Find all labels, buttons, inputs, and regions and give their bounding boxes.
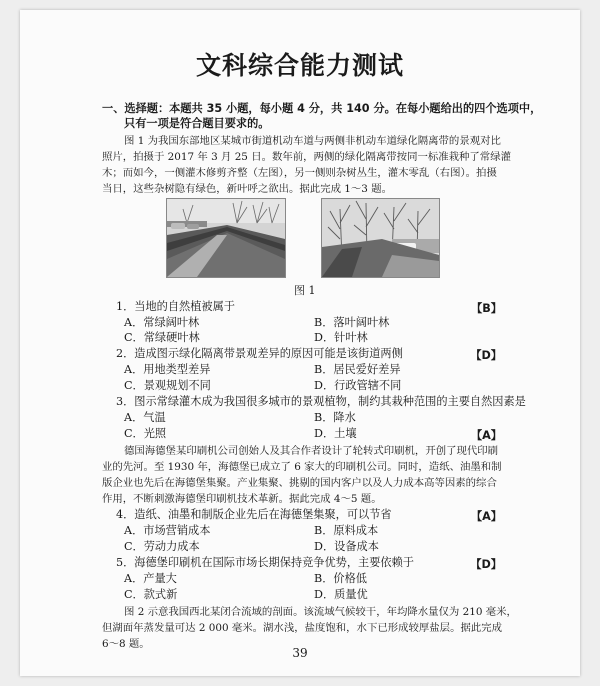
question-stem: 5．海德堡印刷机在国际市场长期保持竞争优势，主要依赖于 (116, 556, 414, 569)
option-a: A．用地类型差异 (124, 363, 211, 376)
intro1-line: 当日，这些杂树隐有绿色，新叶呼之欲出。据此完成 1～3 题。 (102, 183, 392, 195)
option-c: C．款式新 (124, 588, 178, 601)
question-stem: 1．当地的自然植被属于 (116, 300, 235, 313)
option-b: B．降水 (314, 411, 356, 424)
answer-badge: 【B】 (471, 302, 502, 315)
answer-badge: 【D】 (470, 349, 502, 362)
answer-badge: 【A】 (470, 510, 502, 523)
intro2-line: 业的先河。至 1930 年，海德堡已成立了 6 家大的印刷机公司。同时，造纸、油墨和制 (102, 461, 502, 473)
option-b: B．居民爱好差异 (314, 363, 401, 376)
option-b: B．原料成本 (314, 524, 379, 537)
intro3-line: 图 2 示意我国西北某闭合流域的剖面。该流域气候较干，年均降水量仅为 210 毫米， (124, 606, 517, 618)
option-d: D．行政管辖不同 (314, 379, 402, 392)
photo-left-trimmed-shrubs (166, 198, 286, 278)
intro1-line: 木；而如今，一侧灌木修剪齐整（左图），另一侧则杂树丛生，灌木零乱（右图）。拍摄 (102, 167, 497, 179)
intro1-line: 图 1 为我国东部地区某城市街道机动车道与两侧非机动车道绿化隔离带的景观对比 (124, 135, 501, 147)
exam-page (20, 10, 580, 676)
intro1-line: 照片，拍摄于 2017 年 3 月 25 日。数年前，两侧的绿化隔离带按同一标准栽种了常绿灌 (102, 151, 511, 163)
answer-badge: 【A】 (470, 429, 502, 442)
option-c: C．光照 (124, 427, 167, 440)
section-heading-cont: 只有一项是符合题目要求的。 (124, 117, 270, 130)
section-heading: 一、选择题：本题共 35 小题，每小题 4 分，共 140 分。在每小题给出的四个选项中， (102, 102, 542, 115)
option-d: D．设备成本 (314, 540, 379, 553)
option-a: A．常绿阔叶林 (124, 316, 200, 329)
option-c: C．劳动力成本 (124, 540, 200, 553)
photo-right-overgrown-shrubs (321, 198, 440, 278)
option-a: A．气温 (124, 411, 166, 424)
intro2-line: 德国海德堡某印刷机公司创始人及其合作者设计了轮转式印刷机，开创了现代印刷 (124, 445, 499, 457)
page-title: 文科综合能力测试 (195, 51, 404, 80)
question-stem: 3．图示常绿灌木成为我国很多城市的景观植物，制约其栽种范围的主要自然因素是 (116, 395, 526, 408)
option-a: A．市场营销成本 (124, 524, 211, 537)
option-d: D．质量优 (314, 588, 368, 601)
page-number: 39 (292, 646, 308, 660)
intro2-line: 版企业也先后在海德堡集聚。产业集聚、挑剔的国内客户以及人力成本高等因素的综合 (102, 477, 497, 489)
intro3-line: 但湖面年蒸发量可达 2 000 毫米。湖水浅，盐度饱和，水下已形成较厚盐层。据此完成 (102, 622, 503, 634)
figure-caption: 图 1 (294, 284, 316, 297)
option-d: D．土壤 (314, 427, 357, 440)
option-d: D．针叶林 (314, 331, 368, 344)
option-c: C．常绿硬叶林 (124, 331, 200, 344)
question-stem: 4．造纸、油墨和制版企业先后在海德堡集聚，可以节省 (116, 508, 392, 521)
option-b: B．落叶阔叶林 (314, 316, 390, 329)
option-b: B．价格低 (314, 572, 367, 585)
intro2-line: 作用，不断刺激海德堡印刷机技术革新。据此完成 4～5 题。 (102, 493, 382, 505)
option-c: C．景观规划不同 (124, 379, 211, 392)
option-a: A．产量大 (124, 572, 177, 585)
intro3-line: 6～8 题。 (102, 638, 150, 650)
question-stem: 2．造成图示绿化隔离带景观差异的原因可能是该街道两侧 (116, 347, 403, 360)
answer-badge: 【D】 (470, 558, 502, 571)
